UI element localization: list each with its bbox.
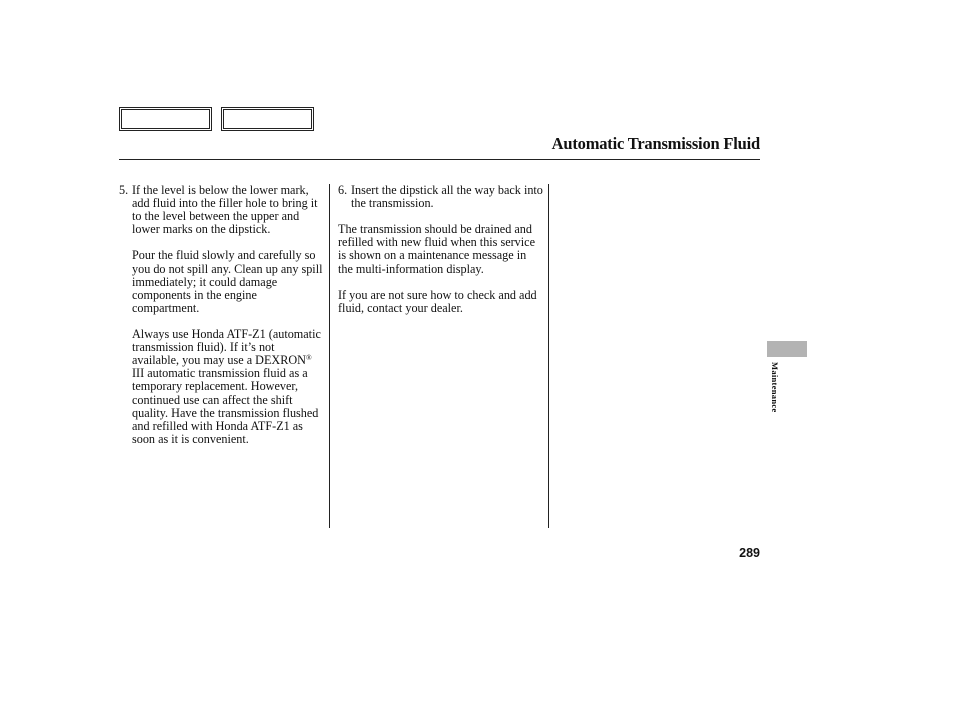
step-5-number: 5. — [119, 183, 129, 197]
section-label: Maintenance — [770, 362, 780, 413]
left-column — [119, 184, 323, 459]
step-6 — [338, 184, 544, 210]
atf-paragraph — [119, 328, 323, 446]
middle-column — [338, 184, 544, 328]
drain-paragraph: The transmission should be drained and refilled with new fluid when this service is shown on a maintenance message in the multi-information display. — [338, 222, 535, 276]
pour-paragraph: Pour the fluid slowly and carefully so you do not spill any. Clean up any spill immediately; it could damage components in the engine compartment. — [132, 248, 323, 315]
column-divider-left — [329, 184, 330, 528]
atf-paragraph-text-b: III automatic transmission fluid as a temporary replacement. However, continued use can affect the shift quality. Have the transmission flushed and refilled with Honda ATF-Z1 as soon as it is convenient. — [132, 366, 319, 446]
page-number: 289 — [739, 546, 760, 560]
main-menu-button[interactable] — [119, 107, 212, 131]
index-button[interactable] — [221, 107, 314, 131]
step-6-number: 6. — [338, 183, 348, 197]
dealer-paragraph: If you are not sure how to check and add fluid, contact your dealer. — [338, 287, 537, 315]
step-5 — [119, 184, 323, 236]
section-tab — [767, 341, 807, 357]
header-divider — [119, 159, 760, 160]
page-title: Automatic Transmission Fluid — [551, 134, 760, 153]
step-5-text: If the level is below the lower mark, add fluid into the filler hole to bring it to the level between the upper and lower marks on the dipstick. — [132, 183, 318, 237]
registered-mark: ® — [305, 353, 312, 363]
step-6-text: Insert the dipstick all the way back into the transmission. — [351, 183, 543, 211]
atf-paragraph-text-a: Always use Honda ATF-Z1 (automatic transmission fluid). If it’s not available, you may use a DEXRON — [132, 327, 321, 368]
column-divider-right — [548, 184, 549, 528]
